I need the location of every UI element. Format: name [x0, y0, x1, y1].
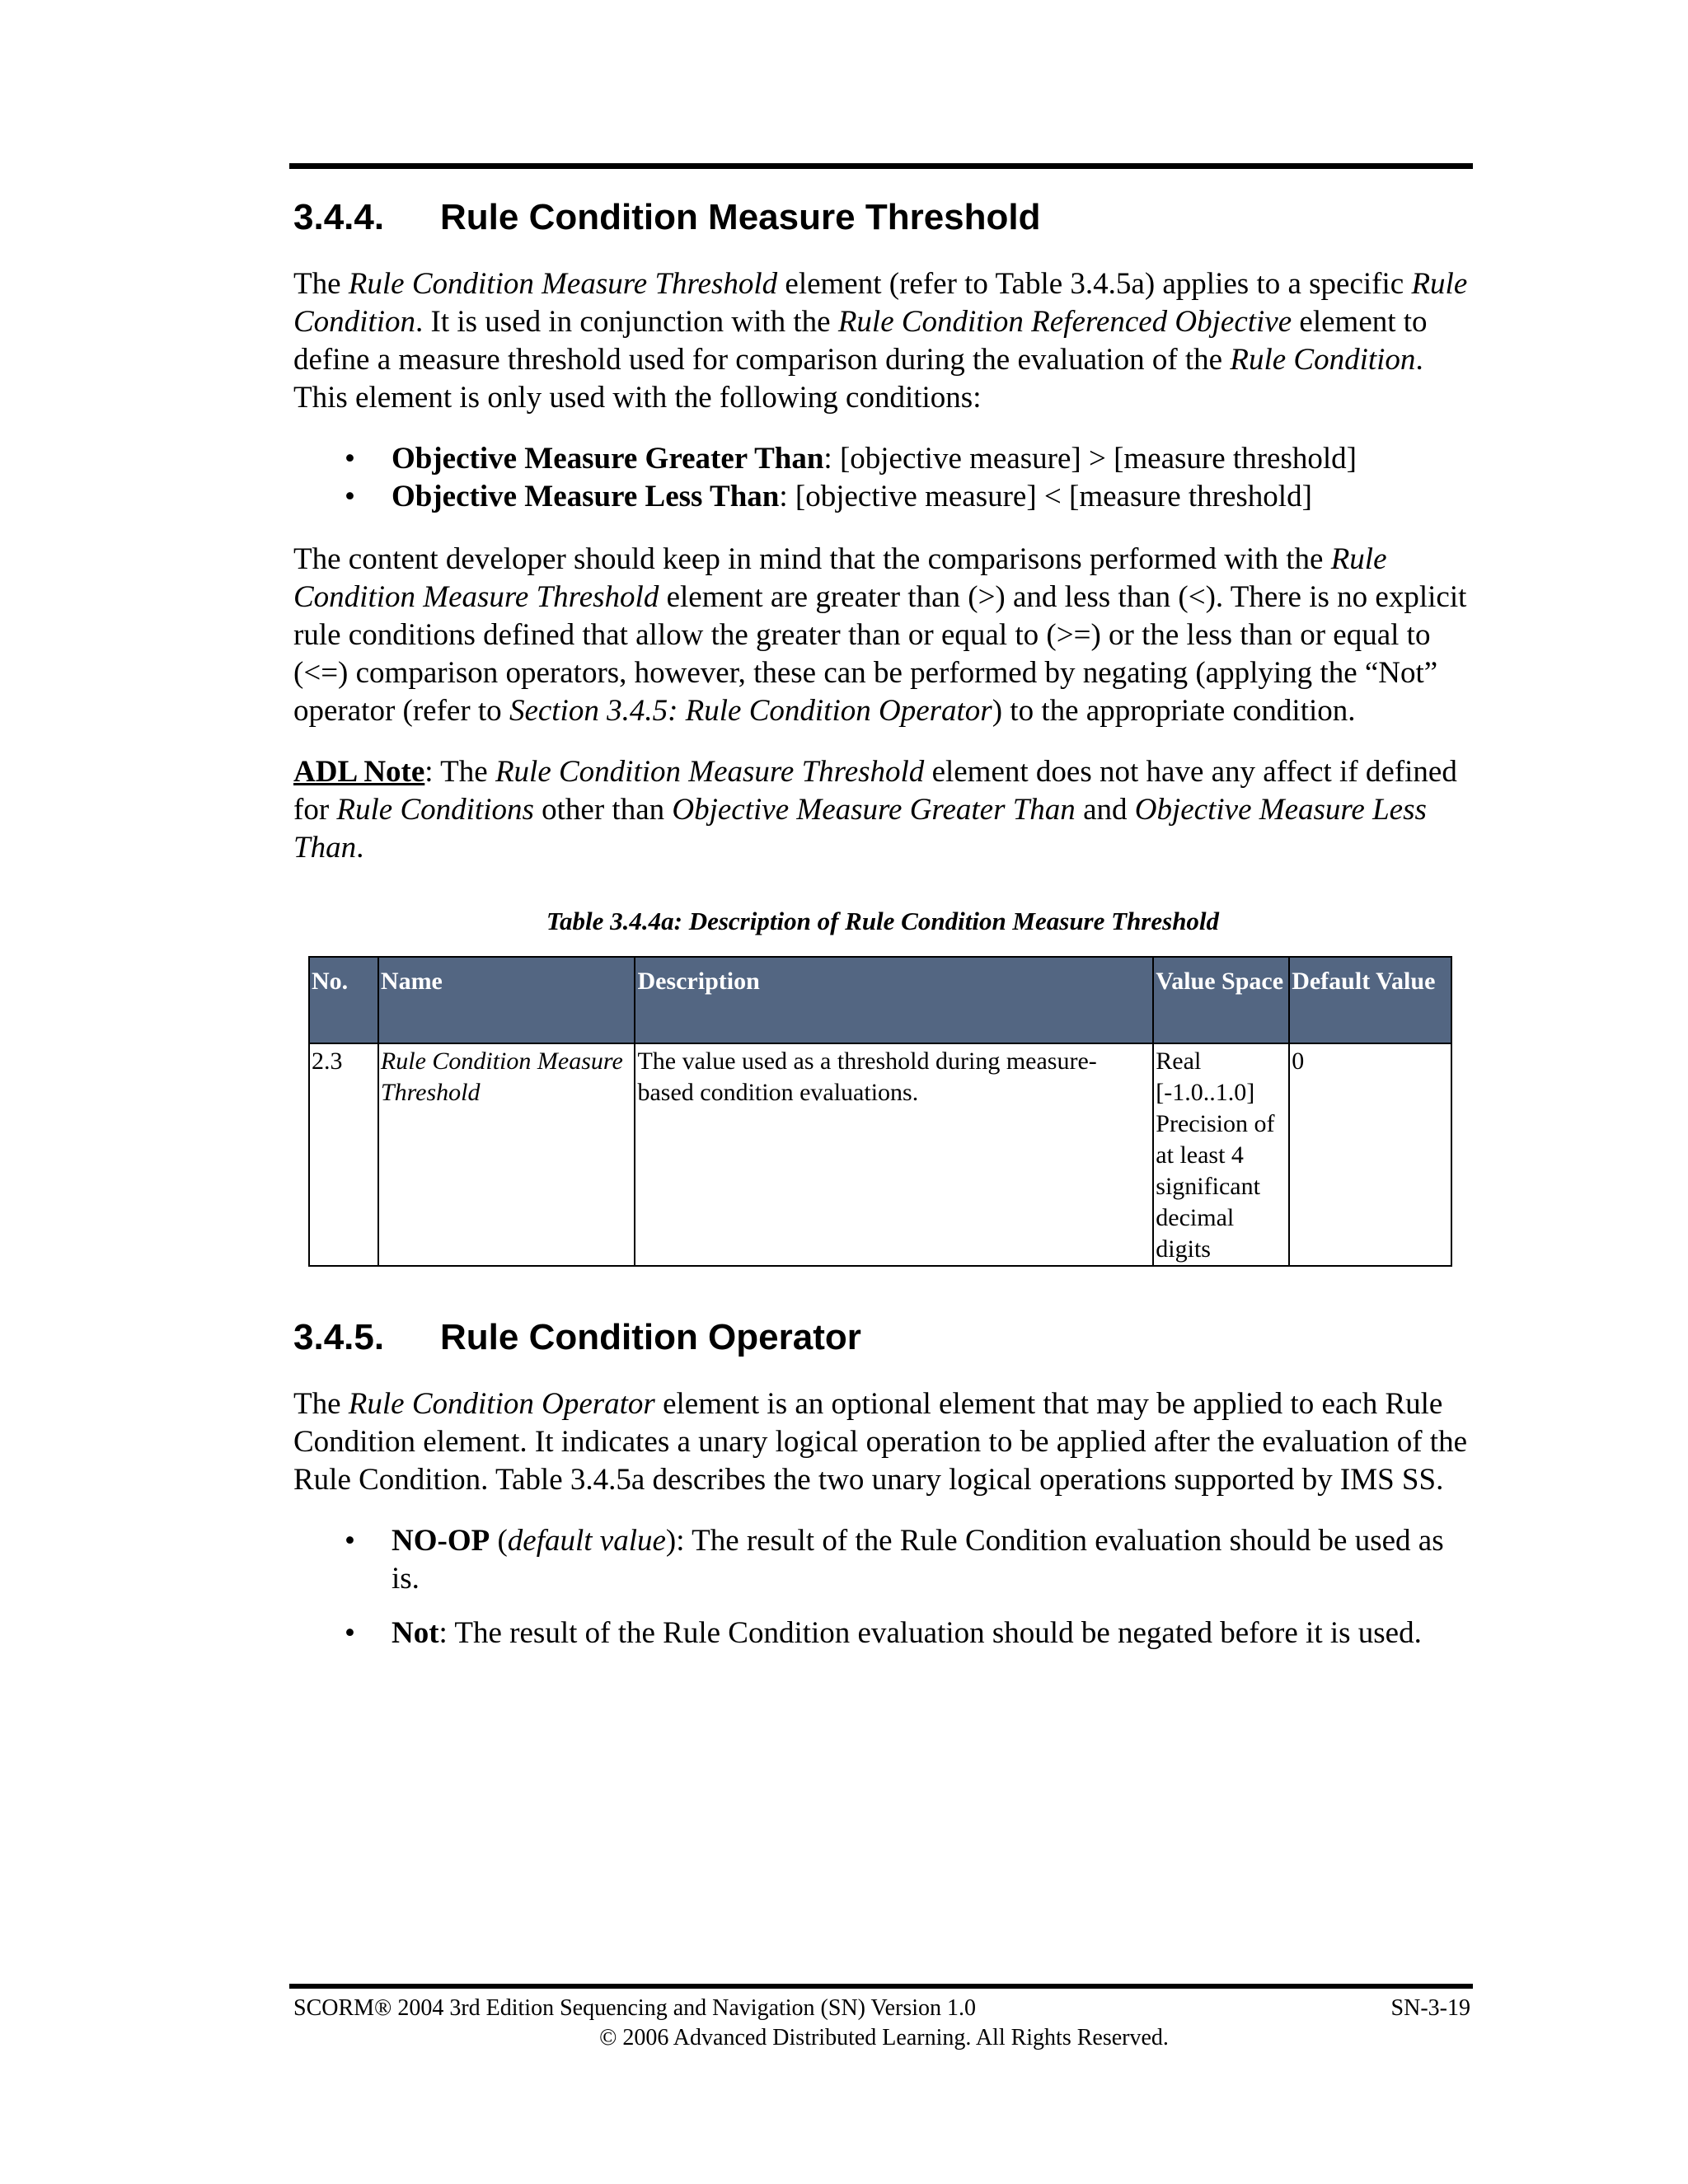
text: element are greater than (>) and less than (<). There is no explicit rule conditions defined that allow the greater than or equal to (>=) or the less than or equal to (<=) comparison operators, however, these can be performed by negating (applying the “Not” operator (refer to: [293, 580, 1467, 728]
note-label: ADL Note: [293, 755, 425, 789]
italic-term: Rule Condition Measure Threshold: [495, 755, 925, 789]
text: The content developer should keep in mind that the comparisons performed with the: [293, 542, 1331, 576]
operator-list: [293, 1522, 1472, 1652]
italic-term: Objective Measure Less Than: [293, 793, 1427, 865]
italic-term: Rule Condition Measure Threshold: [348, 267, 778, 301]
table-header-row: [309, 957, 1451, 1043]
italic-term: Rule Condition Referenced Objective: [837, 305, 1292, 339]
table-row: [309, 1043, 1451, 1266]
italic-term: Rule Condition: [1230, 343, 1416, 377]
bullet-icon: •: [345, 480, 355, 513]
list-item: [293, 1522, 1472, 1598]
operator-name: Not: [392, 1616, 439, 1650]
section-number: 3.4.4.: [293, 197, 385, 237]
section-number: 3.4.5.: [293, 1317, 385, 1357]
footer-copyright: © 2006 Advanced Distributed Learning. All Rights Reserved.: [599, 2025, 1169, 2050]
italic-term: Rule Condition Operator: [348, 1387, 655, 1421]
section-title: Rule Condition Measure Threshold: [440, 197, 1041, 237]
text: The: [293, 1387, 349, 1421]
operator-name: NO-OP: [392, 1524, 490, 1558]
bullet-icon: •: [345, 1524, 355, 1558]
text: . This element is only used with the following conditions:: [293, 343, 1423, 415]
condition-name: Objective Measure Less Than: [392, 480, 780, 513]
column-header-value-space: Value Space: [1153, 957, 1289, 1043]
italic-term: Objective Measure Greater Than: [672, 793, 1076, 827]
paragraph-comparison: [293, 541, 1472, 730]
list-item: [293, 478, 1472, 516]
italic-term: Rule Condition: [293, 267, 1468, 339]
text: other than: [533, 793, 673, 827]
cell-value-space: Real [-1.0..1.0] Precision of at least 4 significant decimal digits: [1153, 1043, 1289, 1266]
condition-name: Objective Measure Greater Than: [392, 442, 824, 476]
adl-note: [293, 753, 1472, 867]
list-item: [293, 440, 1472, 478]
text: : The: [424, 755, 495, 789]
column-header-no: No.: [309, 957, 378, 1043]
text: The: [293, 267, 349, 301]
text: (: [490, 1524, 508, 1558]
header-rule: [289, 163, 1473, 169]
paragraph-intro: [293, 265, 1472, 417]
cell-name: Rule Condition Measure Threshold: [378, 1043, 635, 1266]
condition-formula: : [objective measure] > [measure threshold]: [823, 442, 1357, 476]
footer-rule: [289, 1984, 1473, 1989]
section-title: Rule Condition Operator: [440, 1317, 861, 1357]
text: . It is used in conjunction with the: [415, 305, 838, 339]
cell-default-value: 0: [1289, 1043, 1451, 1266]
text: element is an optional element that may be applied to each Rule Condition element. It indicates a unary logical operation to be applied after the evaluation of the Rule Condition. Table 3.4.5a describes the two unary logical operations supported by IMS SS.: [293, 1387, 1468, 1497]
text: element (refer to Table 3.4.5a) applies to a specific: [777, 267, 1412, 301]
table-caption: Table 3.4.4a: Description of Rule Condition Measure Threshold: [546, 907, 1220, 935]
text: element to define a measure threshold used for comparison during the evaluation of the: [293, 305, 1428, 377]
description-table: [308, 956, 1452, 1267]
section-heading-3-4-4: [293, 196, 1472, 239]
condition-formula: : [objective measure] < [measure threshold]: [779, 480, 1312, 513]
footer-page-number: SN-3-19: [1390, 1995, 1470, 2021]
cell-no: 2.3: [309, 1043, 378, 1266]
italic-term: Rule Condition Measure Threshold: [293, 542, 1387, 614]
column-header-description: Description: [635, 957, 1153, 1043]
italic-term: Rule Conditions: [336, 793, 534, 827]
section-heading-3-4-5: [293, 1316, 1472, 1359]
page-content: [293, 181, 1472, 1677]
text: ): The result of the Rule Condition evaluation should be used as is.: [392, 1524, 1444, 1596]
text: .: [356, 831, 364, 865]
column-header-name: Name: [378, 957, 635, 1043]
text: and: [1075, 793, 1135, 827]
list-item: [293, 1615, 1472, 1652]
italic-term: default value: [507, 1524, 666, 1558]
condition-list: [293, 440, 1472, 516]
cell-description: The value used as a threshold during measure-based condition evaluations.: [635, 1043, 1153, 1266]
text: element does not have any affect if defined for: [293, 755, 1457, 827]
bullet-icon: •: [345, 1616, 355, 1650]
bullet-icon: •: [345, 442, 355, 476]
text: ) to the appropriate condition.: [992, 694, 1356, 728]
footer-document-title: SCORM® 2004 3rd Edition Sequencing and Navigation (SN) Version 1.0: [293, 1995, 977, 2021]
text: : The result of the Rule Condition evaluation should be negated before it is used.: [438, 1616, 1422, 1650]
section-reference: Section 3.4.5: Rule Condition Operator: [509, 694, 992, 728]
column-header-default-value: Default Value: [1289, 957, 1451, 1043]
paragraph-operator: [293, 1385, 1472, 1499]
